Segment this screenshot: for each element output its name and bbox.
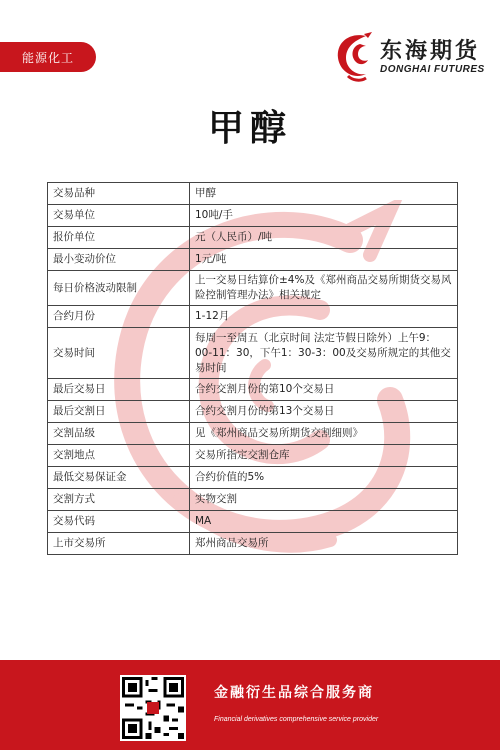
- qr-code-icon: [120, 675, 186, 741]
- table-row: [48, 205, 458, 227]
- row-key: 交割地点: [48, 445, 190, 467]
- contract-spec-table: [47, 182, 458, 555]
- table-row: [48, 533, 458, 555]
- row-value: 见《郑州商品交易所期货交割细则》: [190, 423, 458, 445]
- table-row: [48, 489, 458, 511]
- row-key: 交割品级: [48, 423, 190, 445]
- footer-bar: [0, 660, 500, 750]
- row-value: MA: [190, 511, 458, 533]
- table-row: [48, 401, 458, 423]
- row-value: 交易所指定交割仓库: [190, 445, 458, 467]
- row-key: 交易品种: [48, 183, 190, 205]
- row-key: 交易代码: [48, 511, 190, 533]
- row-value: 实物交割: [190, 489, 458, 511]
- row-key: 交易单位: [48, 205, 190, 227]
- logo-en-text: DONGHAI FUTURES: [380, 64, 485, 75]
- table-row: [48, 379, 458, 401]
- row-key: 报价单位: [48, 227, 190, 249]
- row-key: 最低交易保证金: [48, 467, 190, 489]
- table-row: [48, 328, 458, 379]
- row-value: 合约价值的5%: [190, 467, 458, 489]
- table-row: [48, 467, 458, 489]
- row-value: 合约交割月份的第13个交易日: [190, 401, 458, 423]
- footer-slogan: 金融衍生品综合服务商: [214, 685, 374, 701]
- row-value: 甲醇: [190, 183, 458, 205]
- row-key: 上市交易所: [48, 533, 190, 555]
- table-row: [48, 271, 458, 306]
- row-key: 最后交割日: [48, 401, 190, 423]
- row-value: 每周一至周五（北京时间 法定节假日除外）上午9：00-11：30，下午1：30-3：00及交易所规定的其他交易时间: [190, 328, 458, 379]
- donghai-logo: [330, 30, 490, 84]
- row-key: 交割方式: [48, 489, 190, 511]
- row-value: 郑州商品交易所: [190, 533, 458, 555]
- footer-slogan-en: Financial derivatives comprehensive service provider: [214, 716, 379, 723]
- row-value: 上一交易日结算价±4%及《郑州商品交易所期货交易风险控制管理办法》相关规定: [190, 271, 458, 306]
- table-row: [48, 306, 458, 328]
- row-key: 合约月份: [48, 306, 190, 328]
- table-row: [48, 423, 458, 445]
- table-row: [48, 511, 458, 533]
- row-key: 最小变动价位: [48, 249, 190, 271]
- table-row: [48, 183, 458, 205]
- row-key: 交易时间: [48, 328, 190, 379]
- table-row: [48, 445, 458, 467]
- table-row: [48, 249, 458, 271]
- logo-cn-text: 东海期货: [380, 38, 481, 64]
- row-value: 10吨/手: [190, 205, 458, 227]
- category-badge: 能源化工: [0, 42, 96, 72]
- row-key: 每日价格波动限制: [48, 271, 190, 306]
- row-value: 1元/吨: [190, 249, 458, 271]
- row-key: 最后交易日: [48, 379, 190, 401]
- page-title: 甲醇: [207, 107, 292, 149]
- row-value: 1-12月: [190, 306, 458, 328]
- row-value: 元（人民币）/吨: [190, 227, 458, 249]
- row-value: 合约交割月份的第10个交易日: [190, 379, 458, 401]
- dragon-logo-icon: [330, 30, 376, 82]
- table-row: [48, 227, 458, 249]
